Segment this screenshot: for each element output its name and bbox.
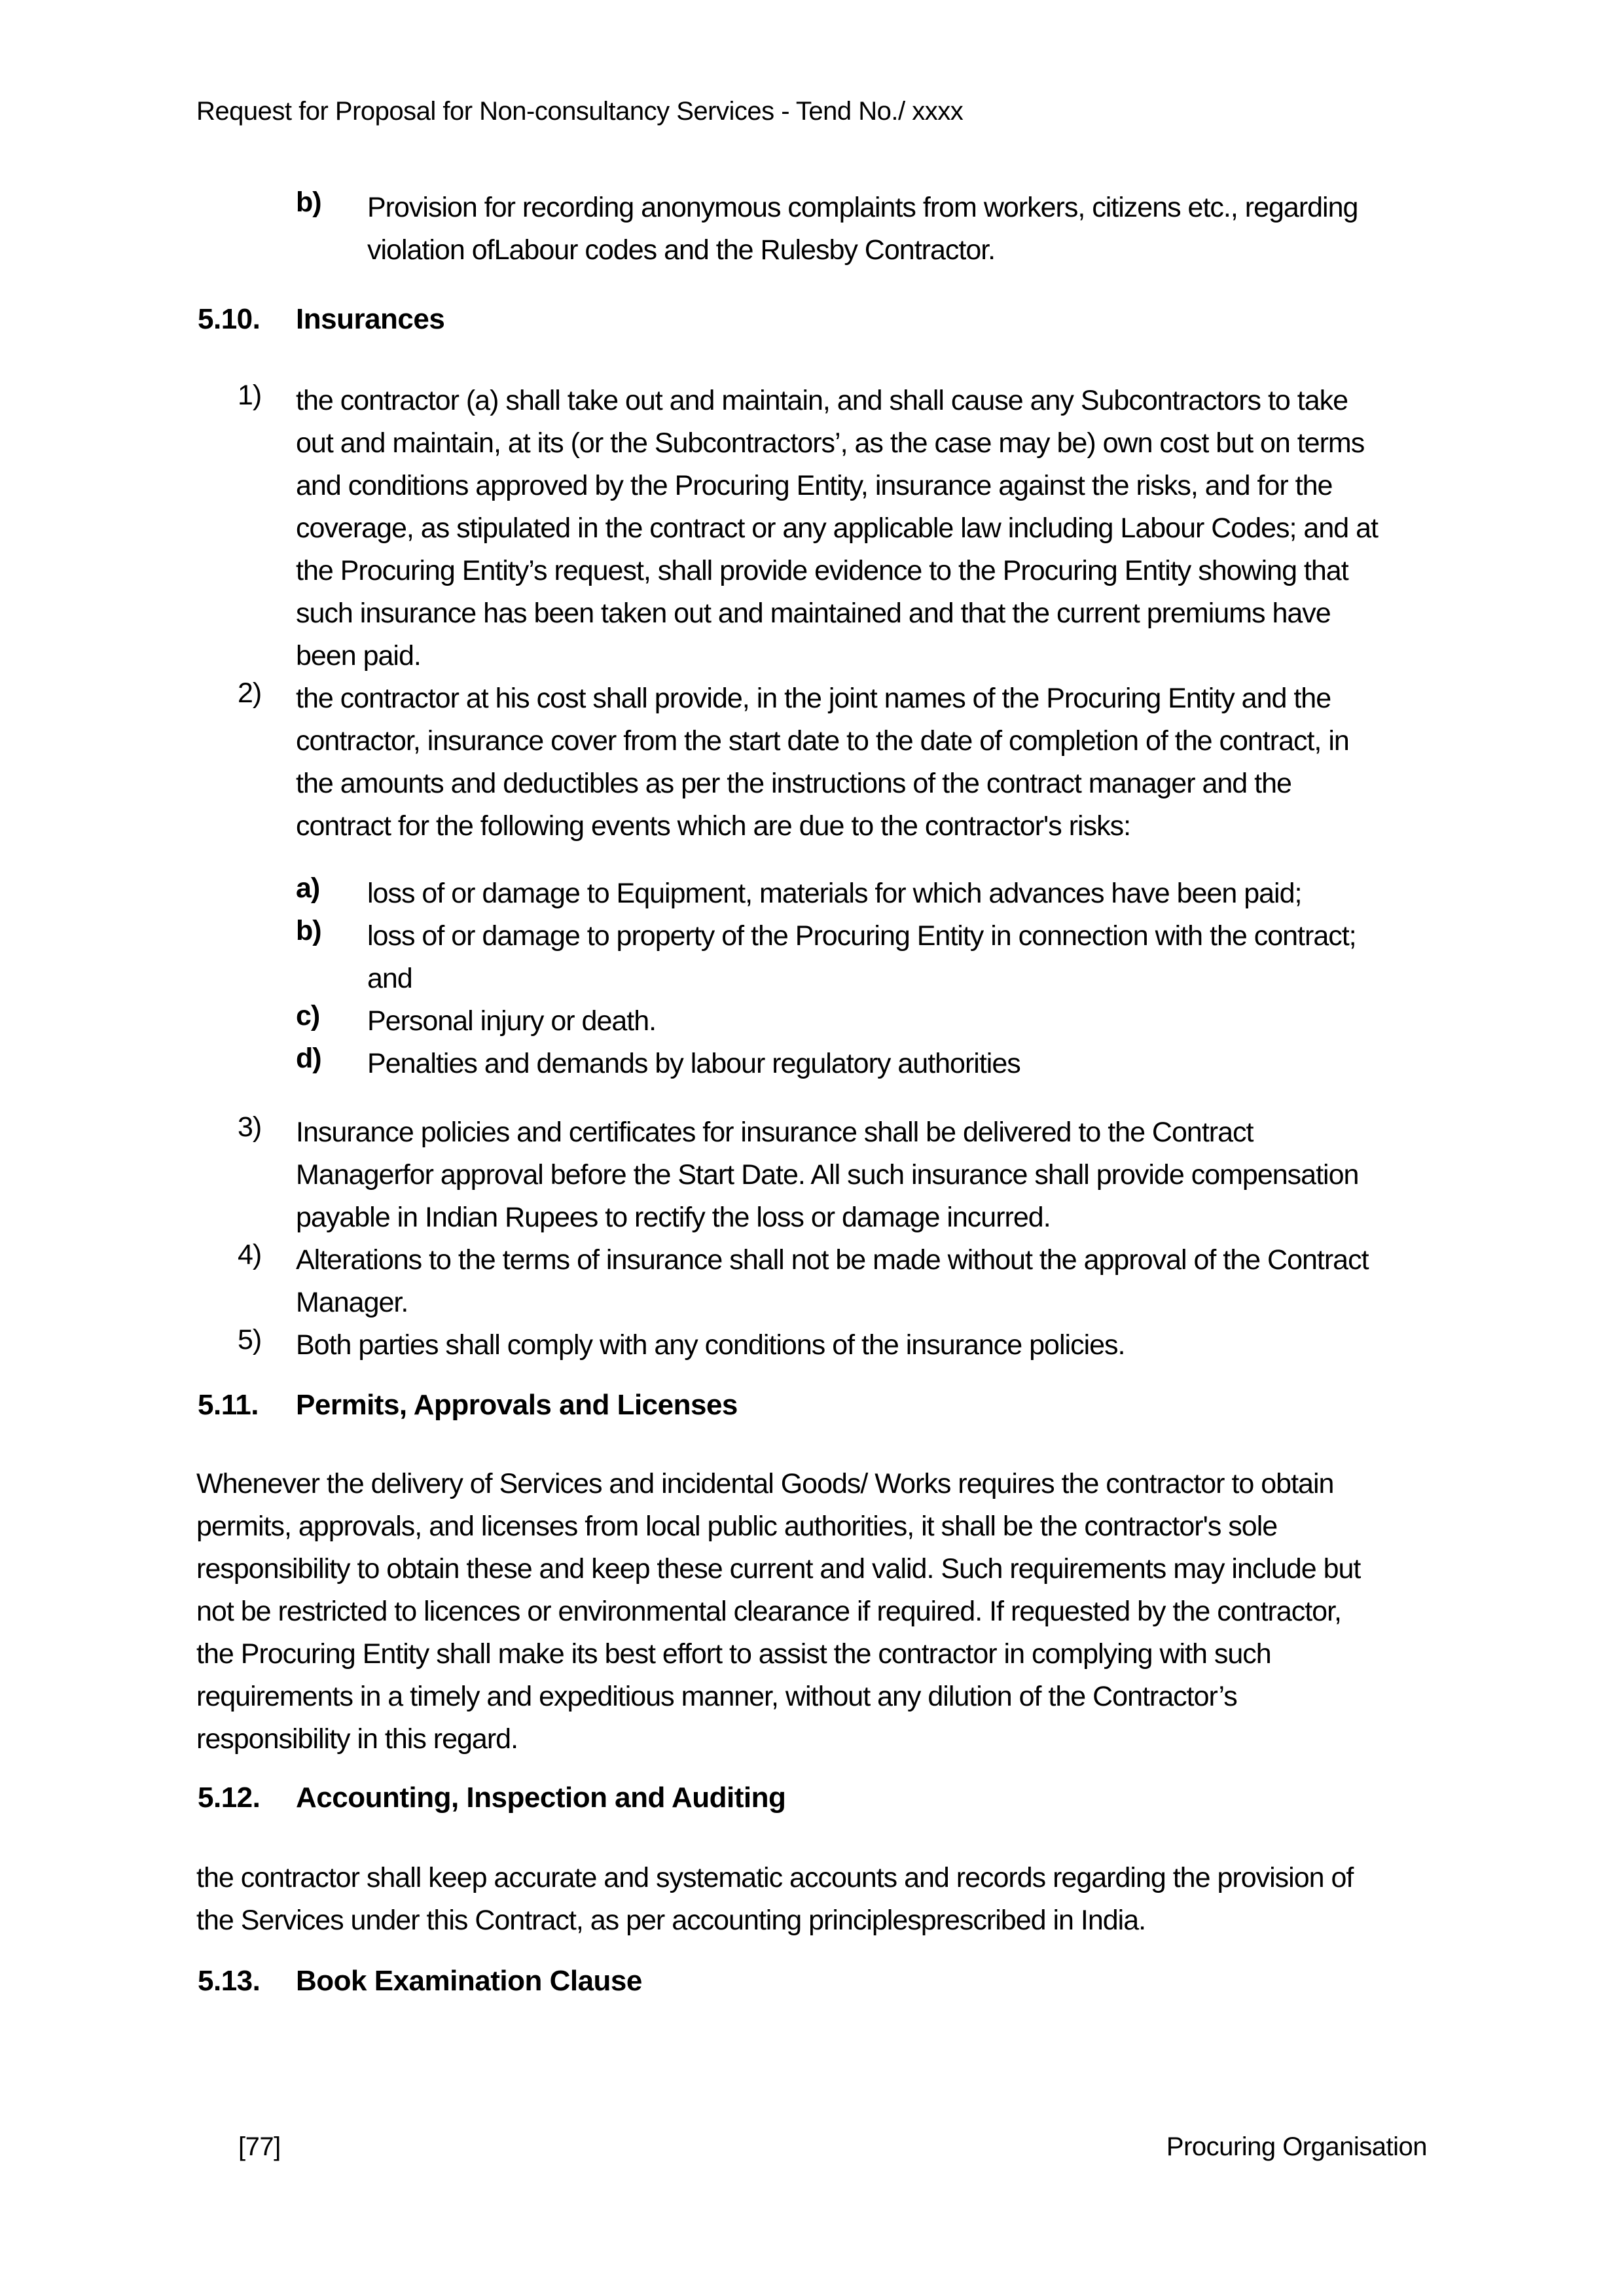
list-marker: 2) [238, 677, 262, 709]
list-item-text: loss of or damage to property of the Procuring Entity in connection with the contract; and [367, 920, 1356, 994]
list-item-text: Personal injury or death. [367, 1005, 657, 1037]
list-marker: b) [296, 187, 321, 218]
list-item [296, 872, 1356, 915]
insurance-numbered-list-continued [238, 1111, 1369, 1367]
section-heading-accounting [198, 1782, 785, 1814]
section-number: 5.11. [198, 1389, 259, 1421]
list-item [238, 1324, 1369, 1367]
list-item [238, 380, 1378, 677]
section-number: 5.12. [198, 1782, 261, 1814]
list-marker: 3) [238, 1111, 262, 1143]
list-item-text: the contractor at his cost shall provide, in the joint names of the Procuring Entity and the contractor, insurance cover from the start date to the date of completion of the contract, in the amounts and deductibles as per the instructions of the contract manager and the contract for the following events which are due to the contractor's risks: [296, 683, 1349, 842]
list-item-text: Penalties and demands by labour regulatory authorities [367, 1048, 1020, 1079]
list-item-text: Insurance policies and certificates for insurance shall be delivered to the Contract Managerfor approval before the Start Date. All such insurance shall provide compensation payable in Indian Rupees to rectify the loss or damage incurred. [296, 1117, 1359, 1233]
accounting-paragraph: the contractor shall keep accurate and systematic accounts and records regarding the provision of the Services under this Contract, as per accounting principlesprescribed in India. [196, 1862, 1354, 1936]
list-marker: 5) [238, 1324, 262, 1355]
list-item-text: Alterations to the terms of insurance shall not be made without the approval of the Contract Manager. [296, 1244, 1369, 1318]
risk-events-list [296, 872, 1356, 1085]
section-title: Insurances [296, 303, 445, 335]
list-item [296, 187, 1358, 272]
section-number: 5.13. [198, 1965, 261, 1997]
section-heading-book-examination [198, 1965, 642, 1998]
insurance-numbered-list [238, 380, 1378, 848]
section-number: 5.10. [198, 303, 261, 335]
list-item-text: loss of or damage to Equipment, materials for which advances have been paid; [367, 878, 1302, 909]
list-marker: c) [296, 1000, 320, 1031]
list-item [296, 1043, 1356, 1085]
footer-organisation: Procuring Organisation [1166, 2132, 1427, 2161]
section-heading-insurances [198, 303, 444, 336]
list-marker: b) [296, 915, 321, 946]
list-item [238, 1239, 1369, 1324]
list-marker: d) [296, 1043, 321, 1074]
list-item-text: Both parties shall comply with any conditions of the insurance policies. [296, 1329, 1125, 1361]
list-item-text: Provision for recording anonymous complaints from workers, citizens etc., regarding violation ofLabour codes and the Rulesby Contractor. [367, 192, 1358, 266]
list-item-text: the contractor (a) shall take out and maintain, and shall cause any Subcontractors to take out and maintain, at its (or the Subcontractors’, as the case may be) own cost but on terms and conditions approved by the Procuring Entity, insurance against the risks, and for the coverage, as stipulated in the contract or any applicable law including Labour Codes; and at the Procuring Entity’s request, shall provide evidence to the Procuring Entity showing that such insurance has been taken out and maintained and that the current premiums have been paid. [296, 385, 1378, 672]
permits-paragraph: Whenever the delivery of Services and incidental Goods/ Works requires the contractor to obtain permits, approvals, and licenses from local public authorities, it shall be the contractor's sole responsibility to obtain these and keep these current and valid. Such requirements may include but not be restricted to licences or environmental clearance if required. If requested by the contractor, the Procuring Entity shall make its best effort to assist the contractor in complying with such requirements in a timely and expeditious manner, without any dilution of the Contractor’s responsibility in this regard. [196, 1468, 1361, 1755]
list-marker: a) [296, 872, 320, 904]
page-header-text: Request for Proposal for Non-consultancy Services - Tend No./ xxxx [196, 97, 964, 126]
list-marker: 1) [238, 380, 262, 411]
list-marker: 4) [238, 1239, 262, 1270]
list-item [296, 1000, 1356, 1043]
section-title: Accounting, Inspection and Auditing [296, 1782, 786, 1814]
section-title: Book Examination Clause [296, 1965, 642, 1997]
page-header [196, 95, 963, 128]
page-footer [196, 2130, 1427, 2163]
intro-list-item [296, 187, 1358, 272]
list-item [238, 677, 1378, 848]
section-title: Permits, Approvals and Licenses [296, 1389, 738, 1421]
list-item [238, 1111, 1369, 1239]
list-item [296, 915, 1356, 1000]
page-number: [77] [238, 2132, 281, 2161]
section-heading-permits [198, 1389, 738, 1422]
